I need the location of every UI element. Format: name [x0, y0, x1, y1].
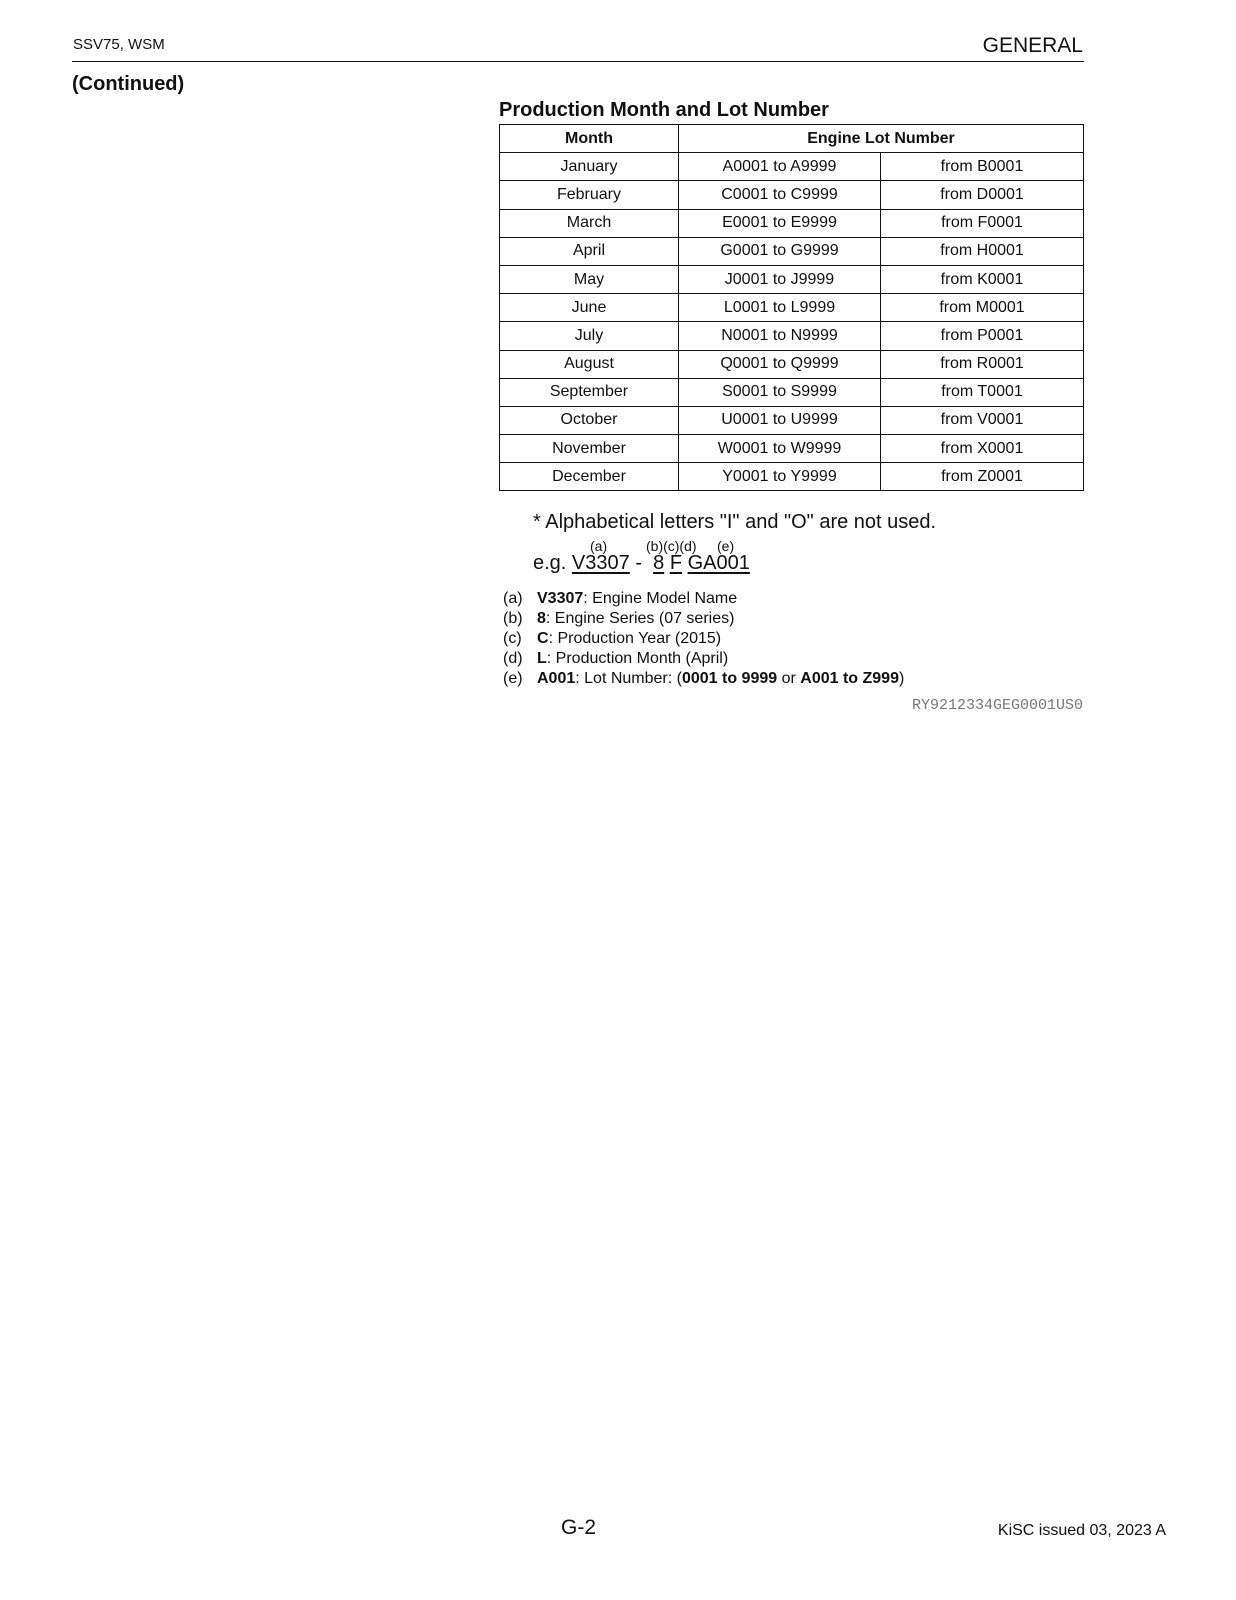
cell-month: June [500, 294, 679, 322]
cell-lot-from: from X0001 [881, 435, 1084, 463]
cell-month: March [500, 209, 679, 237]
header-engine-lot-number: Engine Lot Number [679, 125, 1084, 153]
legend-item: (d) L: Production Month (April) [503, 650, 729, 667]
table-row [500, 435, 1084, 463]
annotation-e: (e) [717, 538, 735, 554]
header-month: Month [500, 125, 679, 153]
example-dash: - [635, 552, 642, 574]
table-row [500, 350, 1084, 378]
cell-month: October [500, 406, 679, 434]
cell-lot-from: from V0001 [881, 406, 1084, 434]
cell-lot-range: J0001 to J9999 [679, 265, 881, 293]
section-title: Production Month and Lot Number [499, 99, 829, 121]
cell-month: November [500, 435, 679, 463]
table-row [500, 237, 1084, 265]
cell-lot-from: from Z0001 [881, 463, 1084, 491]
table-row [500, 463, 1084, 491]
cell-month: January [500, 153, 679, 181]
note-text: * Alphabetical letters "I" and "O" are not used. [533, 511, 937, 533]
cell-lot-range: A0001 to A9999 [679, 153, 881, 181]
table-header-row [500, 125, 1084, 153]
table-row [500, 209, 1084, 237]
cell-lot-range: Y0001 to Y9999 [679, 463, 881, 491]
cell-lot-range: W0001 to W9999 [679, 435, 881, 463]
example-series: 8 [653, 552, 665, 574]
table-row [500, 265, 1084, 293]
cell-lot-range: N0001 to N9999 [679, 322, 881, 350]
example-lot: A001 [703, 552, 750, 574]
header-section: GENERAL [982, 34, 1083, 57]
lot-number-table [499, 124, 1084, 491]
document-code: RY9212334GEG0001US0 [911, 697, 1083, 714]
cell-lot-from: from K0001 [881, 265, 1084, 293]
continued-label: (Continued) [72, 73, 185, 95]
cell-month: September [500, 378, 679, 406]
cell-month: July [500, 322, 679, 350]
example-prefix: e.g. [533, 552, 567, 574]
legend-item: (c) C: Production Year (2015) [503, 630, 722, 647]
example-year: F [669, 552, 683, 574]
cell-lot-range: G0001 to G9999 [679, 237, 881, 265]
cell-lot-range: L0001 to L9999 [679, 294, 881, 322]
cell-lot-from: from R0001 [881, 350, 1084, 378]
example-month: G [687, 552, 704, 574]
cell-lot-from: from T0001 [881, 378, 1084, 406]
table-row [500, 181, 1084, 209]
cell-lot-from: from D0001 [881, 181, 1084, 209]
cell-lot-range: Q0001 to Q9999 [679, 350, 881, 378]
legend-item: (a) V3307: Engine Model Name [503, 590, 738, 607]
table-row [500, 322, 1084, 350]
example-code [533, 552, 750, 575]
annotation-bcd: (b)(c)(d) [646, 538, 697, 554]
cell-lot-from: from P0001 [881, 322, 1084, 350]
header-model: SSV75, WSM [73, 36, 165, 53]
cell-lot-from: from M0001 [881, 294, 1084, 322]
cell-month: December [500, 463, 679, 491]
cell-lot-range: C0001 to C9999 [679, 181, 881, 209]
cell-month: August [500, 350, 679, 378]
table-row [500, 153, 1084, 181]
cell-month: April [500, 237, 679, 265]
cell-lot-from: from H0001 [881, 237, 1084, 265]
table-body [500, 153, 1084, 491]
table-row [500, 294, 1084, 322]
cell-lot-from: from B0001 [881, 153, 1084, 181]
cell-lot-from: from F0001 [881, 209, 1084, 237]
annotation-a: (a) [590, 538, 608, 554]
cell-lot-range: E0001 to E9999 [679, 209, 881, 237]
legend-item: (b) 8: Engine Series (07 series) [503, 610, 735, 627]
table-row [500, 378, 1084, 406]
table-row [500, 406, 1084, 434]
cell-month: February [500, 181, 679, 209]
page-number: G-2 [561, 1516, 597, 1539]
issue-note: KiSC issued 03, 2023 A [997, 1522, 1166, 1539]
legend-item: (e) A001: Lot Number: (0001 to 9999 or A001 to Z999) [503, 670, 905, 687]
cell-lot-range: S0001 to S9999 [679, 378, 881, 406]
cell-month: May [500, 265, 679, 293]
example-model: V3307 [571, 552, 630, 574]
header-rule [72, 61, 1084, 62]
cell-lot-range: U0001 to U9999 [679, 406, 881, 434]
